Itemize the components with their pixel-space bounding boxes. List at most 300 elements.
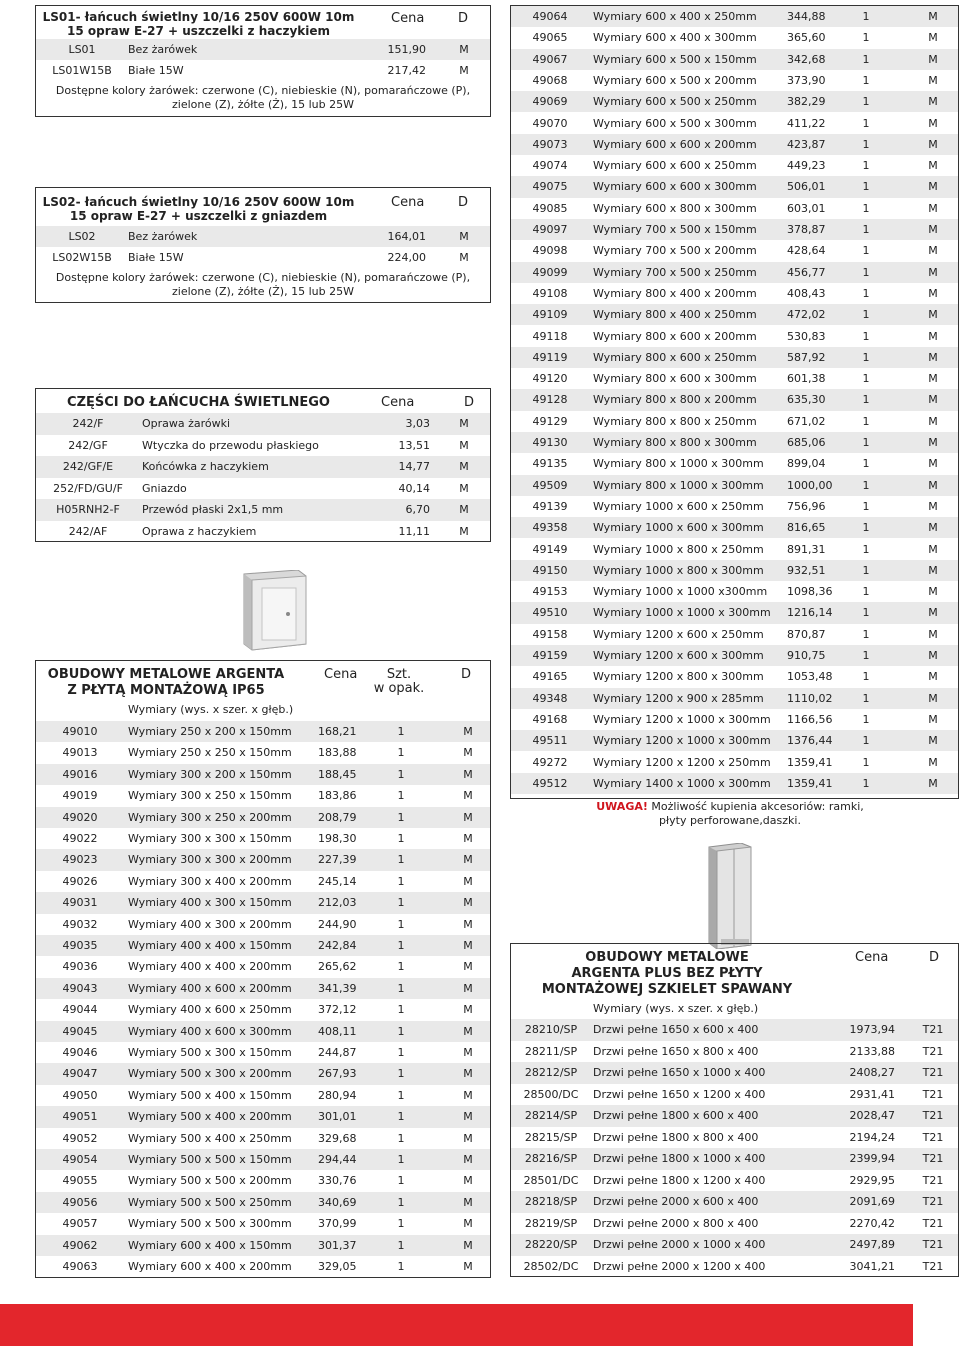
- table-row: [511, 1170, 958, 1192]
- cell-price: 530,83: [787, 329, 826, 343]
- ls01-col-price: Cena: [391, 11, 425, 26]
- cell-code: 49128: [532, 393, 568, 407]
- cell-price: 212,03: [318, 896, 357, 910]
- cell-qty: 1: [862, 223, 870, 236]
- ls01-section: [35, 5, 491, 117]
- table-row: [511, 198, 958, 219]
- table-row: [36, 226, 490, 247]
- cell-qty: 1: [862, 712, 870, 726]
- cell-desc: Wymiary 300 x 300 x 200mm: [128, 853, 292, 867]
- cell-d: M: [928, 10, 938, 23]
- cell-d: M: [463, 789, 473, 803]
- cell-d: M: [928, 95, 938, 109]
- cell-price: 265,62: [318, 960, 357, 974]
- cell-qty: 1: [862, 457, 870, 471]
- cell-d: M: [459, 524, 469, 538]
- cell-price: 344,88: [787, 10, 826, 23]
- cell-qty: 1: [397, 789, 405, 803]
- argenta-section: [35, 660, 491, 1278]
- cell-desc: Wymiary 1200 x 1000 x 300mm: [593, 734, 771, 748]
- cell-code: 49348: [532, 691, 568, 705]
- table-row: [511, 1191, 958, 1213]
- cell-d: M: [928, 627, 938, 641]
- cell-qty: 1: [397, 1174, 405, 1188]
- cell-price: 40,14: [398, 481, 430, 495]
- cell-code: 49045: [62, 1024, 98, 1038]
- cell-desc: Wymiary 800 x 1000 x 300mm: [593, 478, 764, 492]
- cell-qty: 1: [862, 265, 870, 279]
- cell-qty: 1: [397, 917, 405, 931]
- cell-d: M: [928, 31, 938, 45]
- cell-d: M: [463, 1003, 473, 1017]
- cell-qty: 1: [397, 1046, 405, 1059]
- cell-code: 49065: [532, 31, 568, 45]
- cell-code: 49108: [532, 286, 568, 300]
- cell-price: 2270,42: [849, 1216, 895, 1230]
- cell-code: 49085: [532, 201, 568, 215]
- table-row: [511, 134, 958, 155]
- cell-code: 28214/SP: [524, 1109, 578, 1122]
- cell-d: T21: [922, 1152, 944, 1165]
- cell-desc: Wymiary 500 x 500 x 250mm: [128, 1195, 292, 1209]
- cell-price: 301,01: [318, 1110, 357, 1124]
- cell-price: 382,29: [787, 95, 826, 109]
- table-row: [36, 499, 490, 521]
- cell-desc: Wymiary 300 x 250 x 150mm: [128, 789, 292, 803]
- cell-d: T21: [922, 1044, 944, 1058]
- table-row: [36, 871, 490, 892]
- cell-desc: Wymiary 800 x 800 x 200mm: [593, 393, 757, 407]
- cell-price: 603,01: [787, 201, 826, 215]
- cell-qty: 1: [397, 1195, 405, 1209]
- cell-price: 1359,41: [787, 755, 833, 769]
- cell-qty: 1: [862, 329, 870, 343]
- table-row: [511, 368, 958, 389]
- cell-price: 217,42: [387, 64, 426, 77]
- cell-price: 2133,88: [849, 1044, 895, 1058]
- table-row: [511, 539, 958, 560]
- table-row: [36, 999, 490, 1020]
- cell-d: M: [928, 521, 938, 535]
- cell-desc: Wymiary 600 x 500 x 250mm: [593, 95, 757, 109]
- cell-d: M: [928, 755, 938, 769]
- cell-qty: 1: [397, 1003, 405, 1017]
- plus-rows: [511, 1019, 958, 1275]
- cabinet-photo: [705, 843, 755, 949]
- table-row: [511, 453, 958, 474]
- cell-d: M: [928, 180, 938, 194]
- cell-desc: Wymiary 500 x 300 x 200mm: [128, 1067, 292, 1081]
- table-row: [511, 581, 958, 602]
- cell-d: M: [928, 691, 938, 705]
- cell-d: M: [463, 874, 473, 888]
- cell-qty: 1: [397, 1238, 405, 1252]
- cell-qty: 1: [397, 1024, 405, 1038]
- table-row: [511, 49, 958, 70]
- cell-d: M: [459, 251, 469, 264]
- table-row: [511, 304, 958, 325]
- cell-price: 330,76: [318, 1174, 357, 1188]
- cell-code: 28502/DC: [523, 1259, 579, 1273]
- cell-desc: Wymiary 300 x 200 x 150mm: [128, 767, 292, 781]
- cell-desc: Drzwi pełne 1800 x 1200 x 400: [593, 1173, 766, 1187]
- cell-code: 49019: [62, 789, 98, 803]
- cell-price: 816,65: [787, 521, 826, 535]
- ls02-col-price: Cena: [391, 195, 425, 210]
- table-row: [36, 978, 490, 999]
- ls02-note-line1: Dostępne kolory żarówek: czerwone (C), niebieskie (N), pomarańczowe (P),: [55, 271, 471, 284]
- cell-desc: Wymiary 800 x 600 x 200mm: [593, 329, 757, 343]
- cell-d: M: [928, 563, 938, 577]
- cell-qty: 1: [862, 201, 870, 215]
- cell-code: 49057: [62, 1217, 98, 1231]
- cell-code: 49272: [532, 755, 568, 769]
- cell-price: 301,37: [318, 1238, 357, 1252]
- cell-code: 49050: [62, 1088, 98, 1102]
- cell-desc: Wymiary 600 x 500 x 150mm: [593, 52, 757, 66]
- cell-d: M: [459, 43, 469, 56]
- cell-d: M: [928, 308, 938, 322]
- argenta-cont-rows: [511, 6, 958, 790]
- cell-desc: Drzwi pełne 2000 x 800 x 400: [593, 1216, 759, 1230]
- cell-code: 49159: [532, 649, 568, 662]
- cell-code: 49031: [62, 896, 98, 910]
- cell-d: M: [463, 832, 473, 845]
- cell-qty: 1: [397, 832, 405, 845]
- parts-rows: [36, 413, 490, 541]
- cell-qty: 1: [397, 725, 405, 738]
- table-row: [36, 521, 490, 543]
- cell-price: 899,04: [787, 457, 826, 471]
- table-row: [511, 91, 958, 112]
- cell-d: M: [463, 1260, 473, 1273]
- cell-price: 224,00: [387, 251, 426, 264]
- cell-price: 14,77: [398, 460, 430, 473]
- cell-code: 49043: [62, 981, 98, 995]
- table-row: [36, 828, 490, 849]
- table-row: [36, 1128, 490, 1149]
- ls02-col-d: D: [458, 195, 469, 210]
- cell-code: 49120: [532, 372, 568, 386]
- cell-desc: Wymiary 600 x 600 x 200mm: [593, 137, 757, 151]
- cell-desc: Wymiary 800 x 400 x 250mm: [593, 308, 757, 322]
- ls02-rows: [36, 226, 490, 268]
- cell-d: M: [928, 542, 938, 556]
- cell-price: 342,68: [787, 52, 826, 66]
- table-row: [36, 1106, 490, 1127]
- cell-price: 151,90: [387, 43, 426, 56]
- cell-code: 49510: [532, 606, 568, 620]
- cell-d: M: [928, 223, 938, 236]
- cell-qty: 1: [397, 810, 405, 824]
- cell-code: 49168: [532, 712, 568, 726]
- cell-d: M: [928, 712, 938, 726]
- cell-desc: Wymiary 1000 x 600 x 250mm: [593, 499, 764, 513]
- table-row: [511, 475, 958, 496]
- cell-qty: 1: [397, 1217, 405, 1231]
- cell-price: 294,44: [318, 1153, 357, 1166]
- cell-price: 1166,56: [787, 712, 833, 726]
- cell-price: 6,70: [405, 503, 430, 516]
- cell-code: 28501/DC: [523, 1173, 579, 1187]
- cell-d: M: [928, 372, 938, 386]
- cell-price: 449,23: [787, 159, 826, 173]
- cell-qty: 1: [862, 499, 870, 513]
- cell-d: M: [928, 436, 938, 449]
- cell-code: 49055: [62, 1174, 98, 1188]
- cell-d: T21: [922, 1066, 944, 1079]
- ls01-note-line1: Dostępne kolory żarówek: czerwone (C), niebieskie (N), pomarańczowe (P),: [55, 84, 471, 97]
- cell-desc: Wymiary 1000 x 1000 x300mm: [593, 585, 768, 599]
- cell-d: M: [463, 1067, 473, 1081]
- cell-desc: Końcówka z haczykiem: [142, 460, 269, 473]
- cell-price: 932,51: [787, 563, 826, 577]
- cell-d: T21: [922, 1195, 944, 1208]
- table-row: [511, 1213, 958, 1235]
- footer-bar: [0, 1304, 960, 1346]
- cell-code: 49119: [532, 350, 568, 364]
- cell-price: 870,87: [787, 627, 826, 641]
- cell-price: 2091,69: [849, 1195, 895, 1208]
- cell-qty: 1: [862, 755, 870, 769]
- table-row: [511, 347, 958, 368]
- cell-code: 49139: [532, 499, 568, 513]
- cell-code: 242/AF: [68, 524, 108, 538]
- cell-code: 49013: [62, 746, 98, 760]
- cell-code: 28220/SP: [524, 1238, 578, 1251]
- cell-desc: Wymiary 250 x 250 x 150mm: [128, 746, 292, 760]
- cell-code: 49052: [62, 1131, 98, 1145]
- cell-d: M: [928, 159, 938, 173]
- cell-qty: 1: [862, 627, 870, 641]
- cell-desc: Wymiary 1000 x 600 x 300mm: [593, 521, 764, 535]
- cell-code: 49062: [62, 1238, 98, 1252]
- cell-code: LS02W15B: [52, 251, 112, 264]
- cell-qty: 1: [862, 244, 870, 258]
- cell-code: 49109: [532, 308, 568, 322]
- cell-price: 365,60: [787, 31, 826, 45]
- cell-d: M: [928, 329, 938, 343]
- cell-desc: Wymiary 1200 x 1200 x 250mm: [593, 755, 771, 769]
- cell-code: 49010: [62, 725, 98, 738]
- cell-price: 910,75: [787, 649, 826, 662]
- table-row: [36, 1085, 490, 1106]
- cell-code: 49097: [532, 223, 568, 236]
- cell-price: 411,22: [787, 116, 826, 130]
- cell-price: 2028,47: [849, 1109, 895, 1122]
- cell-code: 49036: [62, 960, 98, 974]
- cell-desc: Wymiary 1000 x 1000 x 300mm: [593, 606, 771, 620]
- cell-d: M: [463, 1088, 473, 1102]
- cell-qty: 1: [862, 542, 870, 556]
- cell-price: 188,45: [318, 767, 357, 781]
- cell-d: M: [463, 960, 473, 974]
- cell-code: LS01W15B: [52, 64, 112, 77]
- cell-desc: Drzwi pełne 1650 x 600 x 400: [593, 1023, 759, 1036]
- cell-qty: 1: [862, 286, 870, 300]
- cell-desc: Drzwi pełne 1650 x 1200 x 400: [593, 1087, 766, 1101]
- cell-desc: Wymiary 600 x 400 x 300mm: [593, 31, 757, 45]
- argenta-title-line1: OBUDOWY METALOWE ARGENTA: [47, 667, 285, 682]
- parts-col-d: D: [464, 395, 475, 410]
- cell-d: M: [463, 1238, 473, 1252]
- cell-price: 1053,48: [787, 670, 833, 684]
- cell-qty: 1: [862, 159, 870, 173]
- ls01-title-line1: LS01- łańcuch świetlny 10/16 250V 600W 10m: [42, 10, 355, 24]
- cell-d: M: [463, 939, 473, 952]
- cell-qty: 1: [862, 436, 870, 449]
- cell-price: 756,96: [787, 499, 826, 513]
- cell-price: 13,51: [398, 438, 430, 452]
- warning-line1: [560, 800, 900, 814]
- cell-desc: Bez żarówek: [128, 43, 198, 56]
- cell-code: 49511: [532, 734, 568, 748]
- table-row: [511, 70, 958, 91]
- cell-desc: Drzwi pełne 1650 x 800 x 400: [593, 1044, 759, 1058]
- cell-qty: 1: [397, 939, 405, 952]
- cell-price: 1110,02: [787, 691, 833, 705]
- cell-desc: Oprawa z haczykiem: [142, 524, 257, 538]
- parts-col-price: Cena: [381, 395, 415, 410]
- cell-qty: 1: [862, 585, 870, 599]
- cell-qty: 1: [397, 1110, 405, 1124]
- cell-price: 329,68: [318, 1131, 357, 1145]
- cell-desc: Wymiary 400 x 600 x 300mm: [128, 1024, 292, 1038]
- cell-d: M: [928, 734, 938, 748]
- cell-price: 472,02: [787, 308, 826, 322]
- cell-code: 49075: [532, 180, 568, 194]
- table-row: [511, 1062, 958, 1084]
- table-row: [511, 27, 958, 48]
- cell-d: M: [928, 393, 938, 407]
- cell-code: 49063: [62, 1260, 98, 1273]
- cell-desc: Wymiary 600 x 400 x 200mm: [128, 1260, 292, 1273]
- table-row: [36, 478, 490, 500]
- table-row: [36, 413, 490, 435]
- plus-col-price: Cena: [855, 950, 889, 965]
- cell-desc: Białe 15W: [128, 251, 184, 264]
- ls01-note-line2: zielone (Z), żółte (Ż), 15 lub 25W: [172, 98, 354, 111]
- cell-price: 587,92: [787, 350, 826, 364]
- table-row: [36, 1021, 490, 1042]
- cell-price: 1000,00: [787, 478, 833, 492]
- cell-price: 1098,36: [787, 585, 833, 599]
- cell-price: 164,01: [387, 230, 426, 243]
- cell-desc: Wymiary 400 x 600 x 200mm: [128, 981, 292, 995]
- table-row: [36, 721, 490, 742]
- cell-desc: Bez żarówek: [128, 230, 198, 243]
- cell-code: 49165: [532, 670, 568, 684]
- cell-d: M: [928, 606, 938, 620]
- cell-d: M: [928, 201, 938, 215]
- table-row: [36, 764, 490, 785]
- table-row: [511, 602, 958, 623]
- table-row: [36, 1042, 490, 1063]
- cell-d: M: [463, 725, 473, 738]
- cell-price: 1376,44: [787, 734, 833, 748]
- cell-d: M: [928, 670, 938, 684]
- cell-d: M: [928, 478, 938, 492]
- cell-d: M: [928, 116, 938, 130]
- cell-desc: Wymiary 1000 x 800 x 250mm: [593, 542, 764, 556]
- cell-code: 242/F: [72, 417, 104, 430]
- table-row: [36, 742, 490, 763]
- cell-desc: Wymiary 300 x 250 x 200mm: [128, 810, 292, 824]
- cell-desc: Białe 15W: [128, 64, 184, 77]
- argenta-title-line2: Z PŁYTĄ MONTAŻOWĄ IP65: [67, 683, 265, 698]
- cell-d: M: [463, 917, 473, 931]
- table-row: [511, 389, 958, 410]
- cell-code: 49153: [532, 585, 568, 599]
- cell-desc: Wymiary 800 x 800 x 250mm: [593, 414, 757, 428]
- cell-price: 1216,14: [787, 606, 833, 620]
- table-row: [511, 1256, 958, 1278]
- table-row: [511, 496, 958, 517]
- cell-price: 408,11: [318, 1024, 357, 1038]
- cell-price: 244,90: [318, 917, 357, 931]
- table-row: [511, 1127, 958, 1149]
- cell-desc: Drzwi pełne 2000 x 1200 x 400: [593, 1259, 766, 1273]
- table-row: [36, 1256, 490, 1277]
- table-row: [511, 1105, 958, 1127]
- cell-qty: 1: [862, 670, 870, 684]
- table-row: [511, 219, 958, 240]
- table-row: [511, 752, 958, 773]
- table-row: [511, 517, 958, 538]
- cell-d: M: [459, 438, 469, 452]
- table-row: [36, 1192, 490, 1213]
- cell-desc: Wymiary 800 x 600 x 250mm: [593, 350, 757, 364]
- ls02-title-line2: 15 opraw E-27 + uszczelki z gniazdem: [69, 209, 328, 223]
- cell-qty: 1: [862, 649, 870, 662]
- cell-price: 601,38: [787, 372, 826, 386]
- cell-code: 49022: [62, 832, 98, 845]
- cell-desc: Wymiary 600 x 500 x 200mm: [593, 73, 757, 87]
- table-row: [36, 1170, 490, 1191]
- cell-code: 49098: [532, 244, 568, 258]
- cell-code: 242/GF/E: [62, 460, 114, 473]
- cell-code: 49149: [532, 542, 568, 556]
- cell-price: 3,03: [405, 417, 430, 430]
- warning-line2: płyty perforowane,daszki.: [659, 814, 801, 827]
- cell-d: M: [463, 810, 473, 824]
- cell-code: 49358: [532, 521, 568, 535]
- cell-desc: Wymiary 800 x 400 x 200mm: [593, 286, 757, 300]
- cell-code: 49118: [532, 329, 568, 343]
- argenta-col-price: Cena: [324, 667, 358, 682]
- cell-d: M: [928, 649, 938, 662]
- cell-price: 2931,41: [849, 1087, 895, 1101]
- cell-d: M: [928, 52, 938, 66]
- cell-desc: Wymiary 700 x 500 x 150mm: [593, 223, 757, 236]
- cell-qty: 1: [397, 1067, 405, 1081]
- cell-d: M: [463, 746, 473, 760]
- cell-d: M: [463, 767, 473, 781]
- table-row: [36, 956, 490, 977]
- plus-col-d: D: [929, 950, 940, 965]
- cell-d: M: [463, 853, 473, 867]
- cell-desc: Wymiary 800 x 600 x 300mm: [593, 372, 757, 386]
- cell-d: M: [928, 776, 938, 790]
- cell-code: 49064: [532, 10, 568, 23]
- cell-d: T21: [922, 1109, 944, 1122]
- cell-d: M: [928, 286, 938, 300]
- cell-code: LS02: [68, 230, 96, 243]
- cell-desc: Wymiary 1000 x 800 x 300mm: [593, 563, 764, 577]
- cell-d: M: [928, 457, 938, 471]
- cell-price: 341,39: [318, 981, 357, 995]
- cell-d: M: [928, 350, 938, 364]
